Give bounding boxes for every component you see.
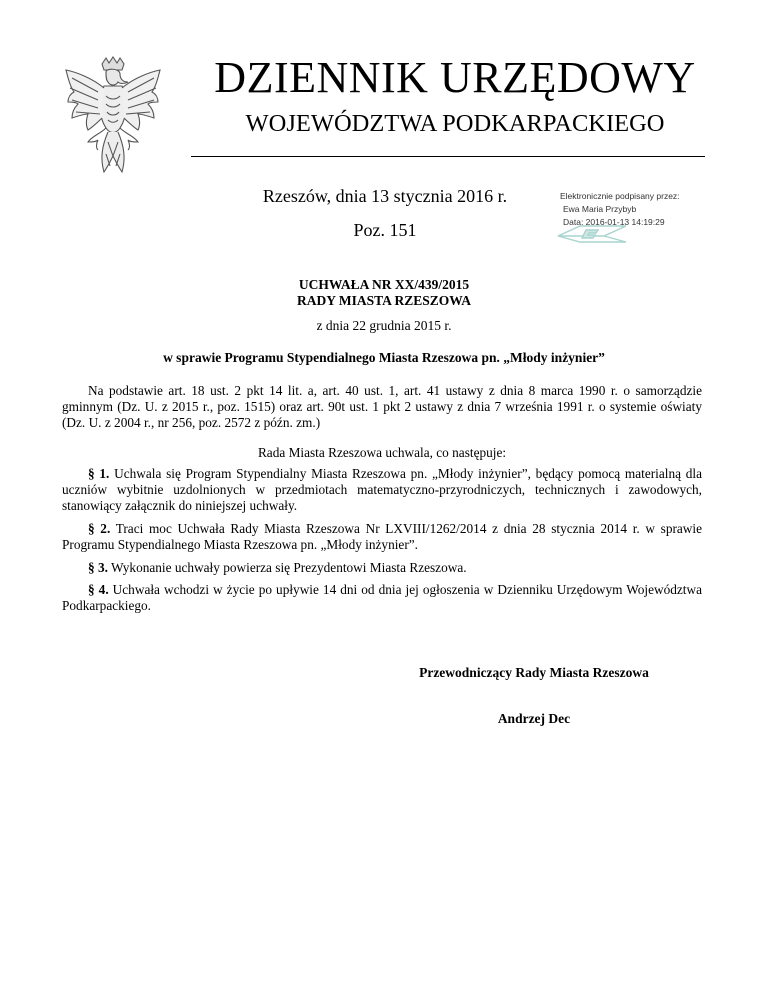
preamble-paragraph: Na podstawie art. 18 ust. 2 pkt 14 lit. a, art. 40 ust. 1, art. 41 ustawy z dnia 8 marca 1990 r. o samorządzie gminnym (Dz. U. z 2015 r., poz. 1515) oraz art. 90t ust. 1 pkt 2 ustawy z dnia 7 września 1991 r. o systemie oświaty (Dz. U. z 2004 r., nr 256, poz. 2572 z późn. zm.)	[62, 383, 702, 430]
section-4-mark: § 4.	[88, 582, 109, 597]
section-1-text: Uchwala się Program Stypendialny Miasta Rzeszowa pn. „Młody inżynier”, będący pomocą materialną dla uczniów wybitnie uzdolnionych w przedmiotach matematyczno-przyrodniczych, technicznych i zawodowych, stanowiący załącznik do niniejszej uchwały.	[62, 466, 702, 513]
position-number: Poz. 151	[353, 220, 417, 240]
section-2-mark: § 2.	[88, 521, 111, 536]
resolution-number: UCHWAŁA NR XX/439/2015	[298, 277, 470, 292]
section-3-mark: § 3.	[88, 560, 108, 575]
enactment-line: Rada Miasta Rzeszowa uchwala, co następuje:	[257, 445, 507, 460]
journal-title: DZIENNIK URZĘDOWY	[214, 53, 696, 102]
publication-place-date: Rzeszów, dnia 13 stycznia 2016 r.	[262, 186, 508, 206]
polish-eagle-icon	[62, 56, 164, 178]
journal-subtitle: WOJEWÓDZTWA PODKARPACKIEGO	[245, 110, 665, 137]
resolution-body: RADY MIASTA RZESZOWA	[296, 293, 472, 308]
signature-signer: Ewa Maria Przybyb	[563, 204, 637, 214]
signature-date: Data: 2016-01-13 14:19:29	[563, 217, 665, 227]
resolution-subject: w sprawie Programu Stypendialnego Miasta Rzeszowa pn. „Młody inżynier”	[163, 350, 605, 365]
header-divider	[191, 156, 705, 157]
section-1-paragraph	[62, 466, 702, 514]
signatory-role: Przewodniczący Rady Miasta Rzeszowa	[419, 665, 649, 680]
section-4-paragraph	[62, 582, 702, 614]
section-2-text: Traci moc Uchwała Rady Miasta Rzeszowa Nr LXVIII/1262/2014 z dnia 28 stycznia 2014 r. w sprawie Programu Stypendialnego Miasta Rzeszowa pn. „Młody inżynier”.	[62, 521, 702, 552]
section-3-text: Wykonanie uchwały powierza się Prezydentowi Miasta Rzeszowa.	[107, 560, 467, 575]
section-3-paragraph	[62, 560, 702, 576]
signatory-name: Andrzej Dec	[497, 711, 571, 726]
section-2-paragraph	[62, 521, 702, 553]
section-1-mark: § 1.	[88, 466, 110, 481]
signature-mark-icon	[556, 222, 628, 244]
resolution-date: z dnia 22 grudnia 2015 r.	[316, 318, 452, 333]
section-4-text: Uchwała wchodzi w życie po upływie 14 dni od dnia jej ogłoszenia w Dzienniku Urzędowym Województwa Podkarpackiego.	[62, 582, 702, 613]
resolution-heading	[100, 277, 668, 309]
signature-label: Elektronicznie podpisany przez:	[560, 191, 680, 201]
